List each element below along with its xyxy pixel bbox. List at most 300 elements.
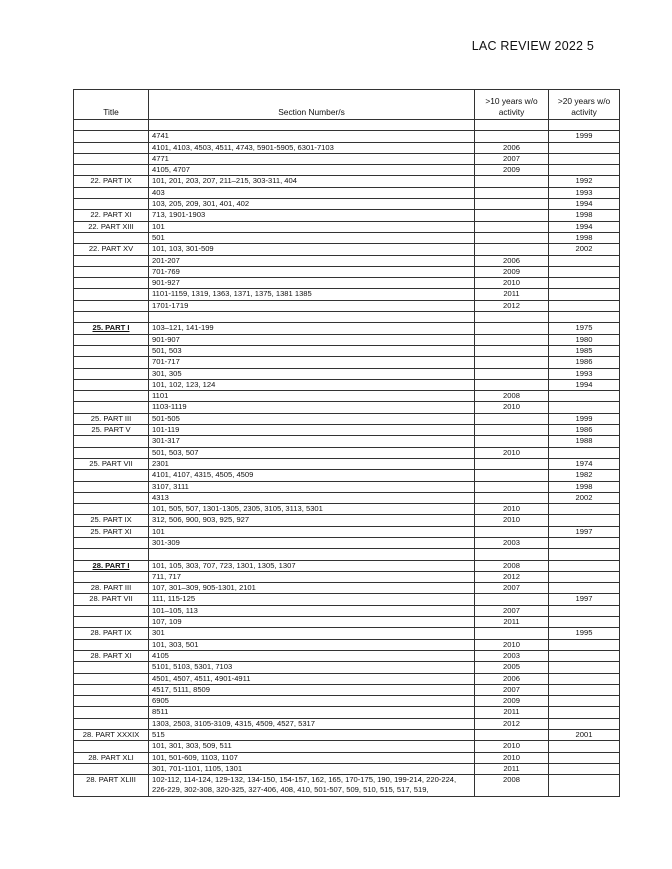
twenty-years-cell xyxy=(549,639,620,650)
ten-years-cell: 2011 xyxy=(475,289,549,300)
twenty-years-cell xyxy=(549,278,620,289)
section-numbers-cell: 4105, 4707 xyxy=(149,165,475,176)
section-numbers-cell: 103–121, 141-199 xyxy=(149,323,475,334)
title-cell xyxy=(74,571,149,582)
section-numbers-cell: 4101, 4107, 4315, 4505, 4509 xyxy=(149,470,475,481)
table-row xyxy=(74,752,620,763)
ten-years-cell xyxy=(475,458,549,469)
ten-years-cell: 2007 xyxy=(475,583,549,594)
table-row xyxy=(74,436,620,447)
twenty-years-cell: 1999 xyxy=(549,131,620,142)
table-row xyxy=(74,413,620,424)
title-cell: 25. PART I xyxy=(74,323,149,334)
section-numbers-cell: 301, 305 xyxy=(149,368,475,379)
table-row xyxy=(74,571,620,582)
title-cell: 22. PART IX xyxy=(74,176,149,187)
table-row xyxy=(74,583,620,594)
table-row xyxy=(74,662,620,673)
ten-years-cell xyxy=(475,131,549,142)
twenty-years-cell xyxy=(549,650,620,661)
twenty-years-cell xyxy=(549,391,620,402)
section-numbers-cell: 101, 102, 123, 124 xyxy=(149,379,475,390)
table-row xyxy=(74,730,620,741)
section-numbers-cell: 4105 xyxy=(149,650,475,661)
twenty-years-cell: 1999 xyxy=(549,413,620,424)
table-row xyxy=(74,775,620,797)
ten-years-cell: 2010 xyxy=(475,741,549,752)
twenty-years-cell xyxy=(549,165,620,176)
table-row xyxy=(74,515,620,526)
twenty-years-cell: 2001 xyxy=(549,730,620,741)
table-row xyxy=(74,684,620,695)
title-cell xyxy=(74,312,149,323)
page-header: LAC REVIEW 2022 5 xyxy=(471,39,594,53)
table-row xyxy=(74,221,620,232)
ten-years-cell: 2011 xyxy=(475,763,549,774)
table-row xyxy=(74,176,620,187)
header-ten-years: >10 years w/o activity xyxy=(475,90,549,120)
ten-years-cell: 2011 xyxy=(475,707,549,718)
twenty-years-cell: 1997 xyxy=(549,594,620,605)
twenty-years-cell: 1997 xyxy=(549,526,620,537)
ten-years-cell: 2008 xyxy=(475,775,549,797)
section-numbers-cell: 1101-1159, 1319, 1363, 1371, 1375, 1381 1385 xyxy=(149,289,475,300)
ten-years-cell: 2007 xyxy=(475,153,549,164)
ten-years-cell: 2010 xyxy=(475,752,549,763)
table-row xyxy=(74,537,620,548)
twenty-years-cell xyxy=(549,549,620,560)
title-cell: 28. PART I xyxy=(74,560,149,571)
twenty-years-cell: 1992 xyxy=(549,176,620,187)
title-cell xyxy=(74,639,149,650)
twenty-years-cell xyxy=(549,741,620,752)
table-row xyxy=(74,165,620,176)
table-row xyxy=(74,153,620,164)
table-body xyxy=(74,120,620,797)
section-numbers-cell xyxy=(149,549,475,560)
table-row xyxy=(74,244,620,255)
title-cell: 25. PART VII xyxy=(74,458,149,469)
section-numbers-cell: 5101, 5103, 5301, 7103 xyxy=(149,662,475,673)
table-row xyxy=(74,617,620,628)
table-row xyxy=(74,357,620,368)
twenty-years-cell xyxy=(549,142,620,153)
title-cell xyxy=(74,605,149,616)
ten-years-cell: 2003 xyxy=(475,537,549,548)
section-numbers-cell: 101, 201, 203, 207, 211–215, 303-311, 404 xyxy=(149,176,475,187)
table-row xyxy=(74,278,620,289)
ten-years-cell: 2012 xyxy=(475,300,549,311)
twenty-years-cell: 1995 xyxy=(549,628,620,639)
twenty-years-cell xyxy=(549,289,620,300)
twenty-years-cell: 1993 xyxy=(549,187,620,198)
section-numbers-cell: 1303, 2503, 3105-3109, 4315, 4509, 4527, 5317 xyxy=(149,718,475,729)
section-numbers-cell: 312, 506, 900, 903, 925, 927 xyxy=(149,515,475,526)
table-row xyxy=(74,120,620,131)
section-numbers-cell: 4771 xyxy=(149,153,475,164)
ten-years-cell xyxy=(475,323,549,334)
section-numbers-cell: 701-717 xyxy=(149,357,475,368)
title-cell xyxy=(74,120,149,131)
section-numbers-cell: 501, 503, 507 xyxy=(149,447,475,458)
section-numbers-cell: 301 xyxy=(149,628,475,639)
title-cell xyxy=(74,707,149,718)
title-cell xyxy=(74,232,149,243)
section-numbers-cell: 4501, 4507, 4511, 4901-4911 xyxy=(149,673,475,684)
twenty-years-cell: 1985 xyxy=(549,345,620,356)
section-numbers-cell: 101, 301, 303, 509, 511 xyxy=(149,741,475,752)
header-title: Title xyxy=(74,90,149,120)
ten-years-cell xyxy=(475,526,549,537)
title-cell: 22. PART XIII xyxy=(74,221,149,232)
title-cell: 25. PART XI xyxy=(74,526,149,537)
twenty-years-cell: 1994 xyxy=(549,221,620,232)
lac-review-table xyxy=(73,89,620,797)
twenty-years-cell xyxy=(549,312,620,323)
section-numbers-cell xyxy=(149,120,475,131)
table-row xyxy=(74,142,620,153)
section-numbers-cell: 515 xyxy=(149,730,475,741)
title-cell xyxy=(74,504,149,515)
ten-years-cell xyxy=(475,492,549,503)
title-cell: 28. PART III xyxy=(74,583,149,594)
twenty-years-cell xyxy=(549,153,620,164)
ten-years-cell xyxy=(475,176,549,187)
table-row xyxy=(74,673,620,684)
section-numbers-cell: 713, 1901-1903 xyxy=(149,210,475,221)
twenty-years-cell xyxy=(549,571,620,582)
table-row xyxy=(74,300,620,311)
table-row xyxy=(74,526,620,537)
table-row xyxy=(74,481,620,492)
table-row xyxy=(74,199,620,210)
table-row xyxy=(74,379,620,390)
section-numbers-cell: 4101, 4103, 4503, 4511, 4743, 5901-5905, 6301-7103 xyxy=(149,142,475,153)
title-cell xyxy=(74,345,149,356)
ten-years-cell: 2007 xyxy=(475,684,549,695)
title-cell: 28. PART VII xyxy=(74,594,149,605)
section-numbers-cell: 501 xyxy=(149,232,475,243)
section-numbers-cell: 101 xyxy=(149,526,475,537)
table-row xyxy=(74,210,620,221)
table-row xyxy=(74,718,620,729)
twenty-years-cell: 1993 xyxy=(549,368,620,379)
title-cell xyxy=(74,199,149,210)
section-numbers-cell: 3107, 3111 xyxy=(149,481,475,492)
section-numbers-cell: 201-207 xyxy=(149,255,475,266)
twenty-years-cell: 1994 xyxy=(549,199,620,210)
ten-years-cell: 2006 xyxy=(475,673,549,684)
table-row xyxy=(74,650,620,661)
section-numbers-cell: 111, 115-125 xyxy=(149,594,475,605)
title-cell xyxy=(74,436,149,447)
title-cell xyxy=(74,470,149,481)
section-numbers-cell: 4313 xyxy=(149,492,475,503)
title-cell xyxy=(74,402,149,413)
section-numbers-cell: 901-907 xyxy=(149,334,475,345)
twenty-years-cell xyxy=(549,266,620,277)
title-cell xyxy=(74,481,149,492)
ten-years-cell: 2008 xyxy=(475,391,549,402)
table-row xyxy=(74,255,620,266)
ten-years-cell: 2010 xyxy=(475,278,549,289)
twenty-years-cell xyxy=(549,673,620,684)
ten-years-cell: 2009 xyxy=(475,165,549,176)
section-numbers-cell: 103, 205, 209, 301, 401, 402 xyxy=(149,199,475,210)
twenty-years-cell: 1975 xyxy=(549,323,620,334)
table-row xyxy=(74,425,620,436)
twenty-years-cell: 1982 xyxy=(549,470,620,481)
section-numbers-cell: 4741 xyxy=(149,131,475,142)
table-row xyxy=(74,289,620,300)
twenty-years-cell xyxy=(549,120,620,131)
section-numbers-cell: 101, 103, 301-509 xyxy=(149,244,475,255)
ten-years-cell: 2009 xyxy=(475,266,549,277)
ten-years-cell xyxy=(475,120,549,131)
section-numbers-cell: 1101 xyxy=(149,391,475,402)
title-cell xyxy=(74,379,149,390)
ten-years-cell xyxy=(475,199,549,210)
table-row xyxy=(74,741,620,752)
section-numbers-cell: 901-927 xyxy=(149,278,475,289)
twenty-years-cell xyxy=(549,515,620,526)
table-row xyxy=(74,345,620,356)
title-cell xyxy=(74,684,149,695)
twenty-years-cell: 1980 xyxy=(549,334,620,345)
title-cell: 25. PART V xyxy=(74,425,149,436)
ten-years-cell: 2009 xyxy=(475,696,549,707)
title-cell xyxy=(74,153,149,164)
section-numbers-cell: 301-309 xyxy=(149,537,475,548)
ten-years-cell xyxy=(475,221,549,232)
ten-years-cell xyxy=(475,345,549,356)
ten-years-cell xyxy=(475,334,549,345)
section-numbers-cell: 101, 501-609, 1103, 1107 xyxy=(149,752,475,763)
table-row xyxy=(74,504,620,515)
section-numbers-cell: 101–105, 113 xyxy=(149,605,475,616)
section-numbers-cell: 101-119 xyxy=(149,425,475,436)
title-cell: 22. PART XV xyxy=(74,244,149,255)
title-cell xyxy=(74,492,149,503)
ten-years-cell xyxy=(475,368,549,379)
section-numbers-cell: 107, 109 xyxy=(149,617,475,628)
title-cell xyxy=(74,289,149,300)
section-numbers-cell: 102-112, 114-124, 129-132, 134-150, 154-157, 162, 165, 170-175, 190, 199-214, 220-224, 226-229, 302-308, 320-325, 327-406, 408, 410, 501-507, 509, 510, 515, 517, 519, xyxy=(149,775,475,797)
ten-years-cell xyxy=(475,379,549,390)
table-row xyxy=(74,131,620,142)
ten-years-cell: 2007 xyxy=(475,605,549,616)
ten-years-cell: 2011 xyxy=(475,617,549,628)
twenty-years-cell xyxy=(549,605,620,616)
ten-years-cell: 2012 xyxy=(475,571,549,582)
twenty-years-cell: 1988 xyxy=(549,436,620,447)
ten-years-cell: 2010 xyxy=(475,639,549,650)
title-cell xyxy=(74,718,149,729)
section-numbers-cell: 101, 303, 501 xyxy=(149,639,475,650)
ten-years-cell: 2012 xyxy=(475,718,549,729)
section-numbers-cell: 101 xyxy=(149,221,475,232)
table-row xyxy=(74,266,620,277)
table-row xyxy=(74,560,620,571)
title-cell xyxy=(74,142,149,153)
twenty-years-cell xyxy=(549,696,620,707)
title-cell: 28. PART XLIII xyxy=(74,775,149,797)
ten-years-cell xyxy=(475,470,549,481)
title-cell xyxy=(74,537,149,548)
header-section-numbers: Section Number/s xyxy=(149,90,475,120)
twenty-years-cell: 1986 xyxy=(549,357,620,368)
title-cell xyxy=(74,662,149,673)
title-cell xyxy=(74,255,149,266)
table-row xyxy=(74,458,620,469)
section-numbers-cell: 501, 503 xyxy=(149,345,475,356)
title-cell: 22. PART XI xyxy=(74,210,149,221)
section-numbers-cell xyxy=(149,312,475,323)
section-numbers-cell: 101, 105, 303, 707, 723, 1301, 1305, 1307 xyxy=(149,560,475,571)
title-cell xyxy=(74,165,149,176)
twenty-years-cell xyxy=(549,504,620,515)
section-numbers-cell: 701-769 xyxy=(149,266,475,277)
section-numbers-cell: 1103-1119 xyxy=(149,402,475,413)
table-row xyxy=(74,707,620,718)
table-row xyxy=(74,763,620,774)
twenty-years-cell: 1986 xyxy=(549,425,620,436)
ten-years-cell xyxy=(475,232,549,243)
table-row xyxy=(74,334,620,345)
section-numbers-cell: 1701-1719 xyxy=(149,300,475,311)
table-row xyxy=(74,639,620,650)
header-row xyxy=(74,90,620,120)
title-cell: 28. PART XLI xyxy=(74,752,149,763)
ten-years-cell: 2005 xyxy=(475,662,549,673)
title-cell xyxy=(74,673,149,684)
title-cell: 28. PART XXXIX xyxy=(74,730,149,741)
title-cell xyxy=(74,278,149,289)
section-numbers-cell: 101, 505, 507, 1301-1305, 2305, 3105, 3113, 5301 xyxy=(149,504,475,515)
section-numbers-cell: 6905 xyxy=(149,696,475,707)
title-cell: 25. PART III xyxy=(74,413,149,424)
ten-years-cell xyxy=(475,413,549,424)
ten-years-cell: 2006 xyxy=(475,255,549,266)
ten-years-cell xyxy=(475,244,549,255)
twenty-years-cell xyxy=(549,763,620,774)
twenty-years-cell xyxy=(549,300,620,311)
twenty-years-cell xyxy=(549,775,620,797)
twenty-years-cell xyxy=(549,718,620,729)
ten-years-cell xyxy=(475,481,549,492)
twenty-years-cell xyxy=(549,684,620,695)
ten-years-cell: 2003 xyxy=(475,650,549,661)
section-numbers-cell: 403 xyxy=(149,187,475,198)
twenty-years-cell xyxy=(549,662,620,673)
title-cell xyxy=(74,447,149,458)
title-cell xyxy=(74,741,149,752)
ten-years-cell xyxy=(475,187,549,198)
section-numbers-cell: 8511 xyxy=(149,707,475,718)
ten-years-cell xyxy=(475,436,549,447)
table-row xyxy=(74,696,620,707)
table-row xyxy=(74,447,620,458)
table-row xyxy=(74,312,620,323)
ten-years-cell xyxy=(475,357,549,368)
section-numbers-cell: 301-317 xyxy=(149,436,475,447)
table-row xyxy=(74,187,620,198)
twenty-years-cell: 1998 xyxy=(549,481,620,492)
title-cell xyxy=(74,368,149,379)
twenty-years-cell: 1994 xyxy=(549,379,620,390)
table-row xyxy=(74,232,620,243)
ten-years-cell: 2010 xyxy=(475,515,549,526)
ten-years-cell xyxy=(475,628,549,639)
twenty-years-cell xyxy=(549,583,620,594)
ten-years-cell xyxy=(475,425,549,436)
title-cell xyxy=(74,266,149,277)
title-cell xyxy=(74,187,149,198)
title-cell xyxy=(74,300,149,311)
table-row xyxy=(74,492,620,503)
twenty-years-cell xyxy=(549,447,620,458)
title-cell: 28. PART XI xyxy=(74,650,149,661)
section-numbers-cell: 4517, 5111, 8509 xyxy=(149,684,475,695)
title-cell xyxy=(74,549,149,560)
title-cell xyxy=(74,763,149,774)
title-cell xyxy=(74,357,149,368)
ten-years-cell: 2010 xyxy=(475,402,549,413)
title-cell xyxy=(74,334,149,345)
twenty-years-cell xyxy=(549,707,620,718)
twenty-years-cell: 2002 xyxy=(549,244,620,255)
table-row xyxy=(74,391,620,402)
twenty-years-cell xyxy=(549,560,620,571)
section-numbers-cell: 107, 301–309, 905-1301, 2101 xyxy=(149,583,475,594)
ten-years-cell: 2006 xyxy=(475,142,549,153)
twenty-years-cell: 2002 xyxy=(549,492,620,503)
twenty-years-cell: 1998 xyxy=(549,232,620,243)
section-numbers-cell: 2301 xyxy=(149,458,475,469)
title-cell xyxy=(74,696,149,707)
ten-years-cell xyxy=(475,549,549,560)
table-row xyxy=(74,594,620,605)
ten-years-cell xyxy=(475,730,549,741)
ten-years-cell: 2010 xyxy=(475,447,549,458)
ten-years-cell xyxy=(475,210,549,221)
ten-years-cell: 2008 xyxy=(475,560,549,571)
section-numbers-cell: 711, 717 xyxy=(149,571,475,582)
ten-years-cell: 2010 xyxy=(475,504,549,515)
header-twenty-years: >20 years w/o activity xyxy=(549,90,620,120)
table-row xyxy=(74,549,620,560)
title-cell xyxy=(74,131,149,142)
title-cell: 28. PART IX xyxy=(74,628,149,639)
twenty-years-cell xyxy=(549,752,620,763)
title-cell: 25. PART IX xyxy=(74,515,149,526)
table-header xyxy=(74,90,620,120)
twenty-years-cell xyxy=(549,402,620,413)
table-row xyxy=(74,323,620,334)
title-cell xyxy=(74,617,149,628)
twenty-years-cell: 1974 xyxy=(549,458,620,469)
table-row xyxy=(74,628,620,639)
title-cell xyxy=(74,391,149,402)
twenty-years-cell xyxy=(549,255,620,266)
ten-years-cell xyxy=(475,312,549,323)
table-row xyxy=(74,402,620,413)
section-numbers-cell: 301, 701-1101, 1105, 1301 xyxy=(149,763,475,774)
table-row xyxy=(74,605,620,616)
ten-years-cell xyxy=(475,594,549,605)
table-row xyxy=(74,470,620,481)
twenty-years-cell: 1998 xyxy=(549,210,620,221)
